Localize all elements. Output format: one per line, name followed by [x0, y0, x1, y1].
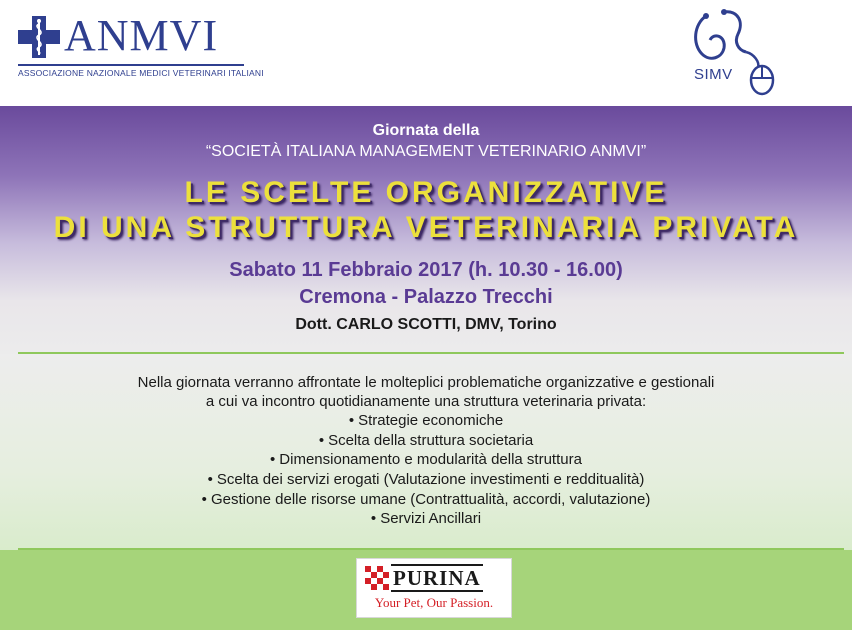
- topic-label: Gestione delle risorse umane (Contrattualità, accordi, valutazione): [210, 490, 651, 508]
- description-line1: Nella giornata verranno affrontate le molteplici problematiche organizzative e gestionali: [137, 374, 715, 391]
- list-item: [0, 490, 852, 510]
- bullet-icon: •: [201, 490, 207, 508]
- caduceus-icon: [18, 16, 60, 58]
- list-item: [0, 450, 852, 470]
- event-speaker: Dott. CARLO SCOTTI, DMV, Torino: [295, 316, 557, 333]
- event-location: Cremona - Palazzo Trecchi: [299, 286, 553, 308]
- organizer-name: “SOCIETÀ ITALIANA MANAGEMENT VETERINARIO ANMVI”: [205, 143, 647, 160]
- list-item: [0, 509, 852, 529]
- topic-label: Strategie economiche: [358, 412, 504, 429]
- topic-label: Scelta della struttura societaria: [328, 431, 534, 449]
- list-item: [0, 411, 852, 431]
- simv-logo: [684, 6, 780, 98]
- description-line2: a cui va incontro quotidianamente una struttura veterinaria privata:: [205, 393, 647, 410]
- purina-wordmark: PURINA: [393, 566, 481, 590]
- stethoscope-mouse-icon: [684, 6, 780, 98]
- list-item: [0, 470, 852, 490]
- topic-list: [0, 411, 852, 529]
- topic-label: Scelta dei servizi erogati (Valutazione investimenti e redditualità): [216, 471, 645, 489]
- anmvi-divider: [18, 64, 244, 66]
- event-intro: Giornata della: [372, 122, 480, 139]
- bullet-icon: •: [207, 471, 213, 489]
- anmvi-wordmark: ANMVI: [64, 11, 219, 60]
- purina-tagline: Your Pet, Our Passion.: [374, 595, 494, 610]
- event-title-line2: DI UNA STRUTTURA VETERINARIA PRIVATA: [53, 211, 799, 244]
- sponsor-footer: [0, 550, 852, 630]
- event-title-line1: LE SCELTE ORGANIZZATIVE: [184, 176, 668, 209]
- header: [0, 0, 852, 106]
- anmvi-logo: [18, 11, 264, 84]
- bullet-icon: •: [348, 412, 355, 429]
- event-banner: [0, 106, 852, 356]
- bullet-icon: •: [270, 451, 276, 469]
- simv-wordmark: SIMV: [694, 66, 733, 83]
- event-description: [0, 354, 852, 550]
- topic-label: Dimensionamento e modularità della struttura: [279, 451, 582, 469]
- anmvi-subtitle: ASSOCIAZIONE NAZIONALE MEDICI VETERINARI ITALIANI: [18, 68, 264, 78]
- list-item: [0, 431, 852, 451]
- purina-logo: [356, 558, 512, 618]
- topic-label: Servizi Ancillari: [380, 510, 482, 528]
- event-date: Sabato 11 Febbraio 2017 (h. 10.30 - 16.00): [229, 259, 623, 281]
- bullet-icon: •: [370, 510, 377, 528]
- bullet-icon: •: [318, 431, 325, 449]
- checkerboard-icon: [365, 566, 389, 590]
